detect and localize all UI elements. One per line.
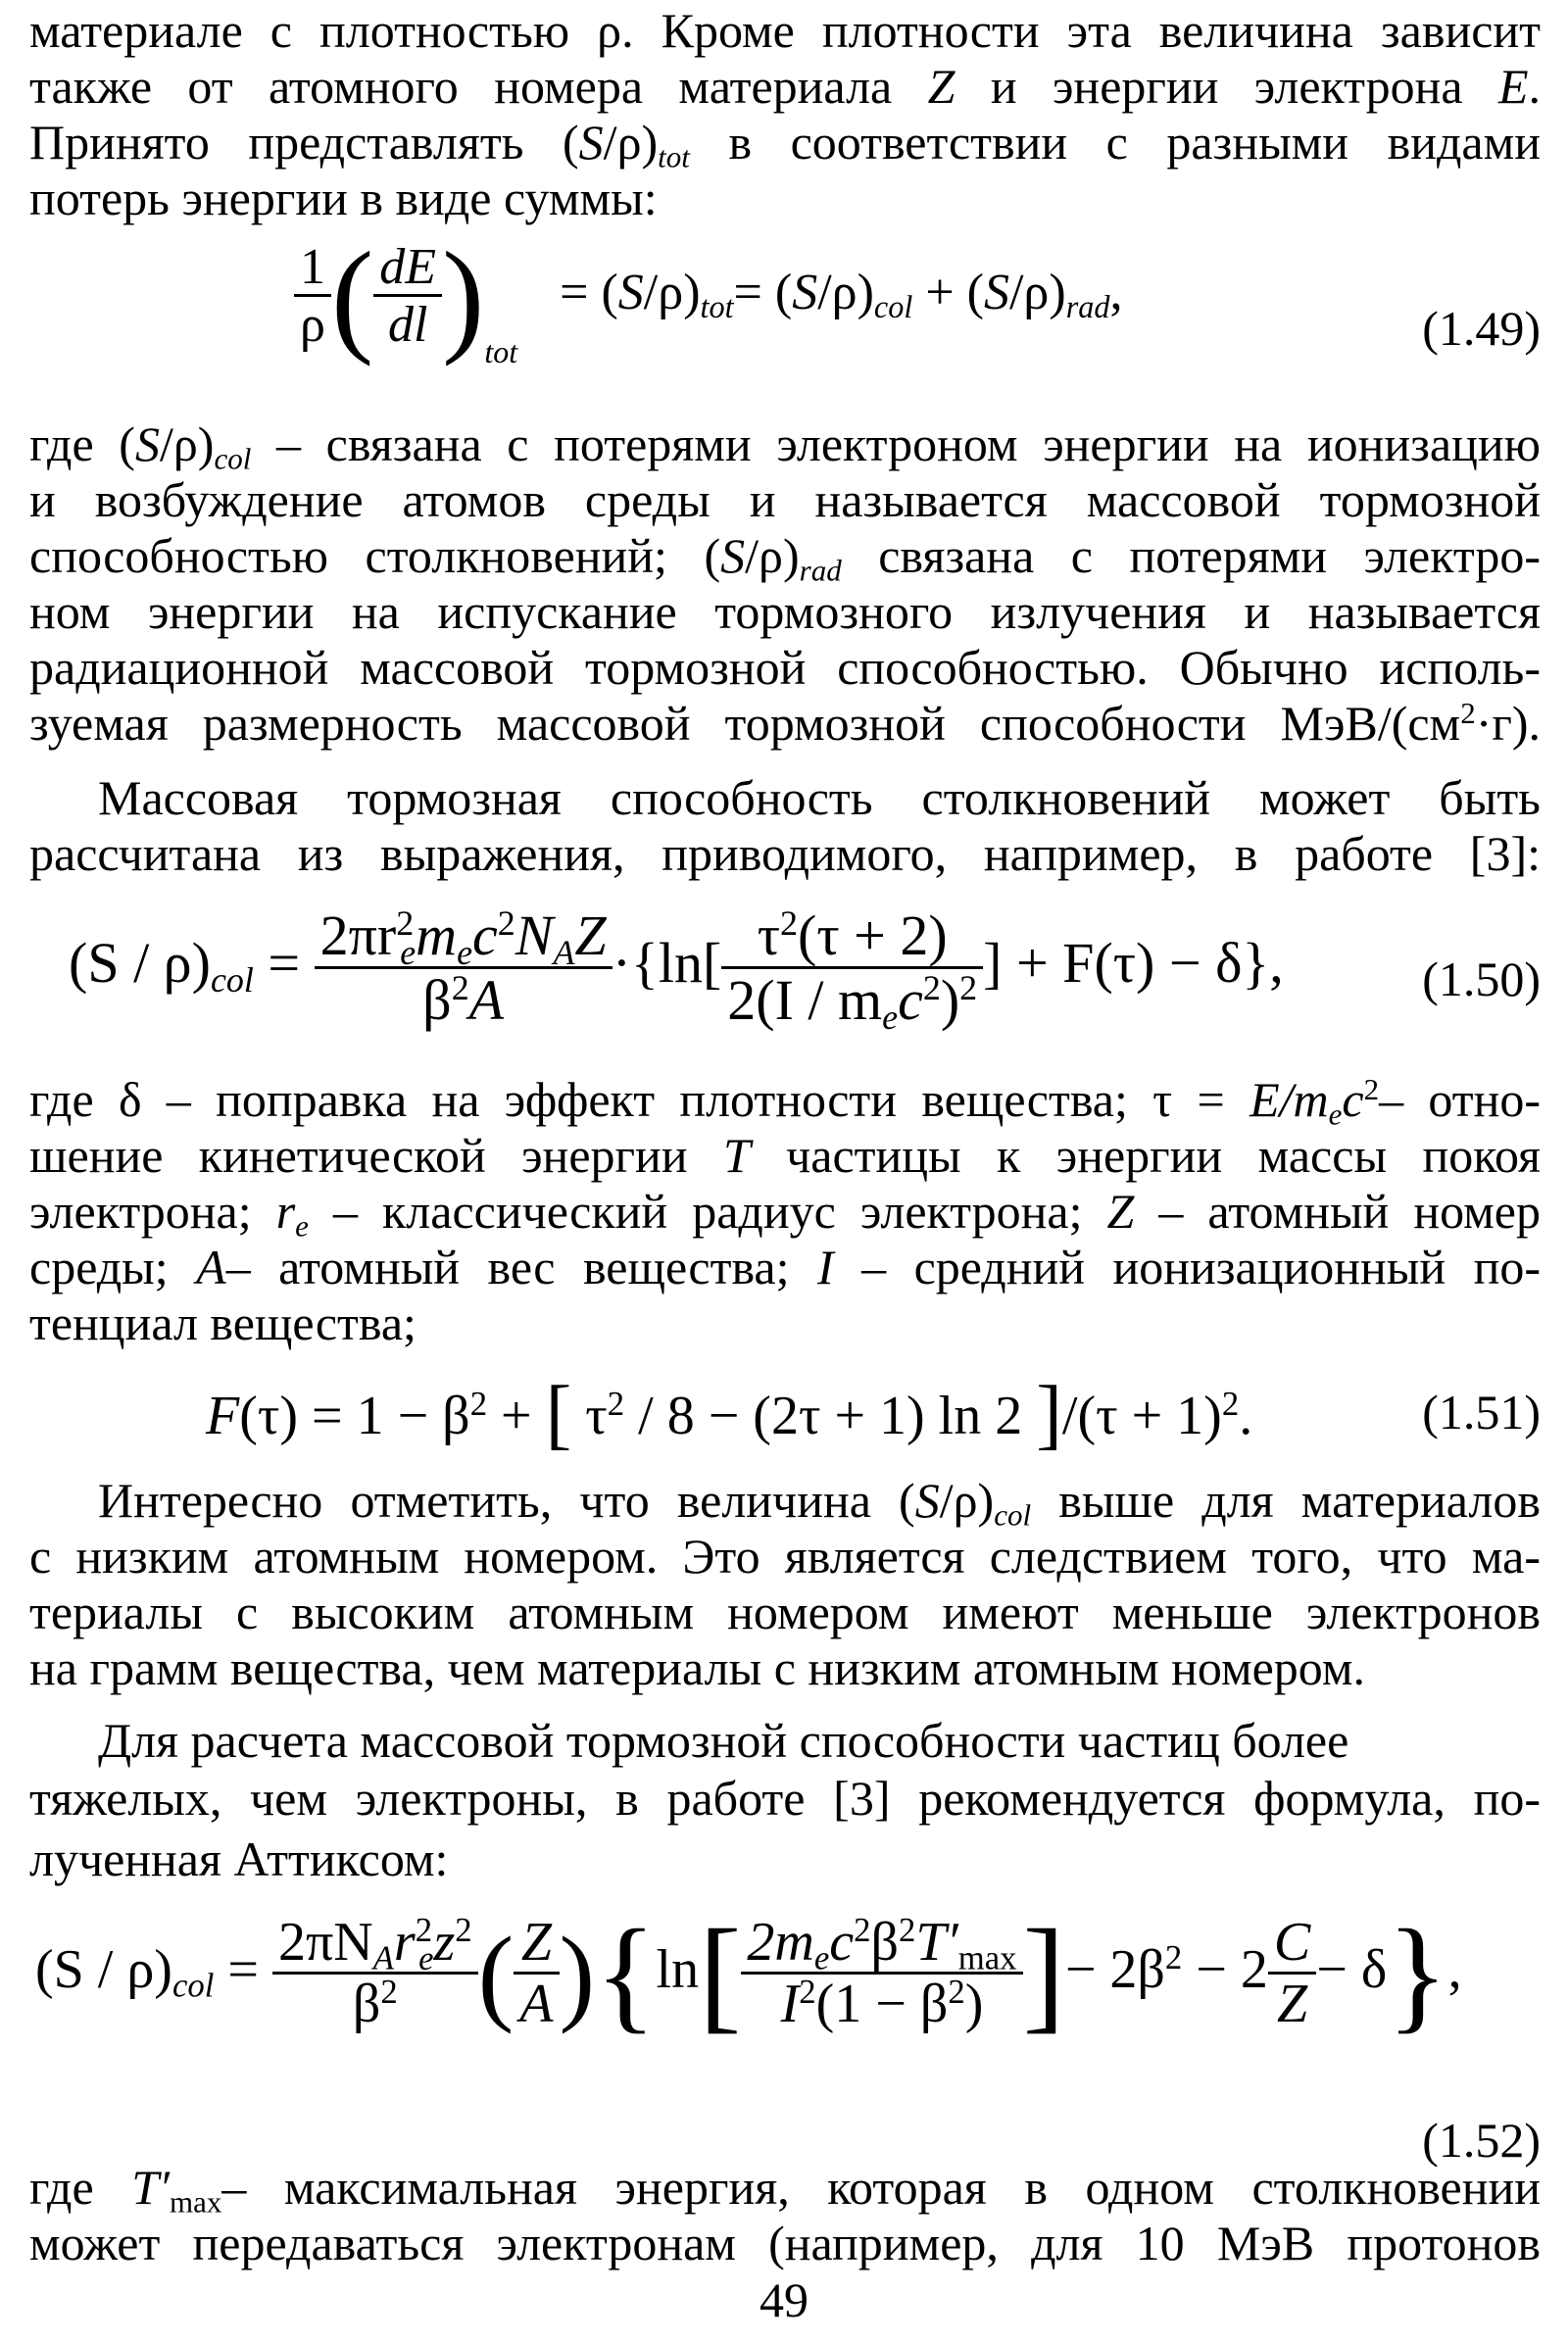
equation-number: (1.50) <box>1422 951 1541 1006</box>
text-line: лученная Аттиксом: <box>29 1831 449 1886</box>
text-line: радиационной массовой тормозной способностью. Обычно исполь- <box>29 640 1541 695</box>
fraction: $\frac{\tau^2(\tau + 2)}{2(I / m_ec^2)^2}$ <box>721 906 983 1032</box>
text-line: Принято представлять $(S/\rho)_{tot}$ в соответствии с разными видами <box>29 115 1541 174</box>
text-line: с низким атомным номером. Это является следствием того, что ма- <box>29 1529 1541 1584</box>
text-line: и возбуждение атомов среды и называется массовой тормозной <box>29 472 1541 527</box>
page-number: 49 <box>760 2272 808 2327</box>
text-line: Интересно отметить, что величина $(S/\rho)_{col}$ выше для материалов <box>98 1473 1541 1533</box>
text-line: зуемая размерность массовой тормозной способности МэВ/$(см^2\cdot г)$. <box>29 695 1541 751</box>
fraction: $\frac{dE}{dl}$ <box>373 241 442 354</box>
equation-number: (1.51) <box>1422 1385 1541 1439</box>
equation-1-49: $\frac{1}{\rho}$ ( $\frac{dE}{dl}$ )$_{tot} = (S/\rho)_{tot}= (S/\rho)_{col} + (S/\rho)_{rad}$, <box>294 233 1122 361</box>
text-line: где $(S/\rho)_{col}$ – связана с потерями электроном энергии на ионизацию <box>29 416 1541 476</box>
text-line: рассчитана из выражения, приводимого, например, в работе [3]: <box>29 826 1541 881</box>
text-line: тяжелых, чем электроны, в работе [3] рекомендуется формула, по- <box>29 1771 1541 1826</box>
equation-number: (1.52) <box>1422 2113 1541 2168</box>
equation-1-50: $(S / \rho)_{col}$ = $\frac{2\pi r^2_em_ec^2N_AZ}{\beta^2A}$ ·{ln[ $\frac{\tau^2(\tau + 2)}{2(I / m_ec^2)^2}$ ] + F(τ) − δ}, <box>69 903 1284 1037</box>
fraction: $\frac{2m_ec^2\beta^2T'_{max}}{I^2(1 - \beta^2)}$ <box>741 1914 1022 2034</box>
text-line: териалы с высоким атомным номером имеют меньше электронов <box>29 1585 1541 1639</box>
text-line: Для расчета массовой тормозной способности частиц более <box>98 1713 1349 1768</box>
text-line: электрона; $r_e$ – классический радиус электрона; Z – атомный номер <box>29 1184 1542 1244</box>
text-line: ном энергии на испускание тормозного излучения и называется <box>29 584 1541 639</box>
text-line: материале с плотностью ρ. Кроме плотности эта величина зависит <box>29 3 1541 58</box>
text-line: где $T'_{max}-$ максимальная энергия, которая в одном столкновении <box>29 2160 1541 2220</box>
equation-number: (1.49) <box>1422 301 1541 356</box>
text-line: способностью столкновений; $(S/\rho)_{rad}$ связана с потерями электро- <box>29 528 1541 588</box>
text-line: среды; A– атомный вес вещества; I – средний ионизационный по- <box>29 1240 1541 1294</box>
fraction: $\frac{C}{Z}$ <box>1268 1914 1316 2034</box>
fraction: $\frac{2\pi N_Ar^2_ez^2}{\beta^2}$ <box>272 1914 478 2034</box>
text-line: на грамм вещества, чем материалы с низким атомным номером. <box>29 1640 1365 1695</box>
fraction: $\frac{Z}{A}$ <box>514 1914 559 2034</box>
text-line: может передаваться электронам (например, для 10 МэВ протонов <box>29 2216 1541 2270</box>
text-line: также от атомного номера материала Z и энергии электрона E. <box>29 59 1541 114</box>
text-line: тенциал вещества; <box>29 1295 416 1350</box>
equation-1-51: $F(\tau) = 1 - \beta^2$ + [ $\tau^2 / 8 - (2\tau + 1)$ ln 2 ]$/(\tau + 1)^2$. <box>206 1371 1253 1457</box>
text-line: Массовая тормозная способность столкновений может быть <box>98 770 1541 825</box>
equation-1-52: $(S / \rho)_{col}$ = $\frac{2\pi N_Ar^2_ez^2}{\beta^2}$ ( $\frac{Z}{A}$ ){ln[ $\frac{2m_ec^2\beta^2T'_{max}}{I^2(1 - \beta^2)}$ ]− $2\beta^2 - 2$ $\frac{C}{Z}$ − δ}, <box>35 1904 1462 2045</box>
text-line: шение кинетической энергии T частицы к энергии массы покоя <box>29 1128 1541 1183</box>
text-line: где δ – поправка на эффект плотности вещества; $\tau = E/m_ec^2-$ отно- <box>29 1071 1541 1132</box>
fraction: $\frac{1}{\rho}$ <box>294 241 331 354</box>
text-line: потерь энергии в виде суммы: <box>29 171 658 225</box>
fraction: $\frac{2\pi r^2_em_ec^2N_AZ}{\beta^2A}$ <box>315 906 612 1032</box>
